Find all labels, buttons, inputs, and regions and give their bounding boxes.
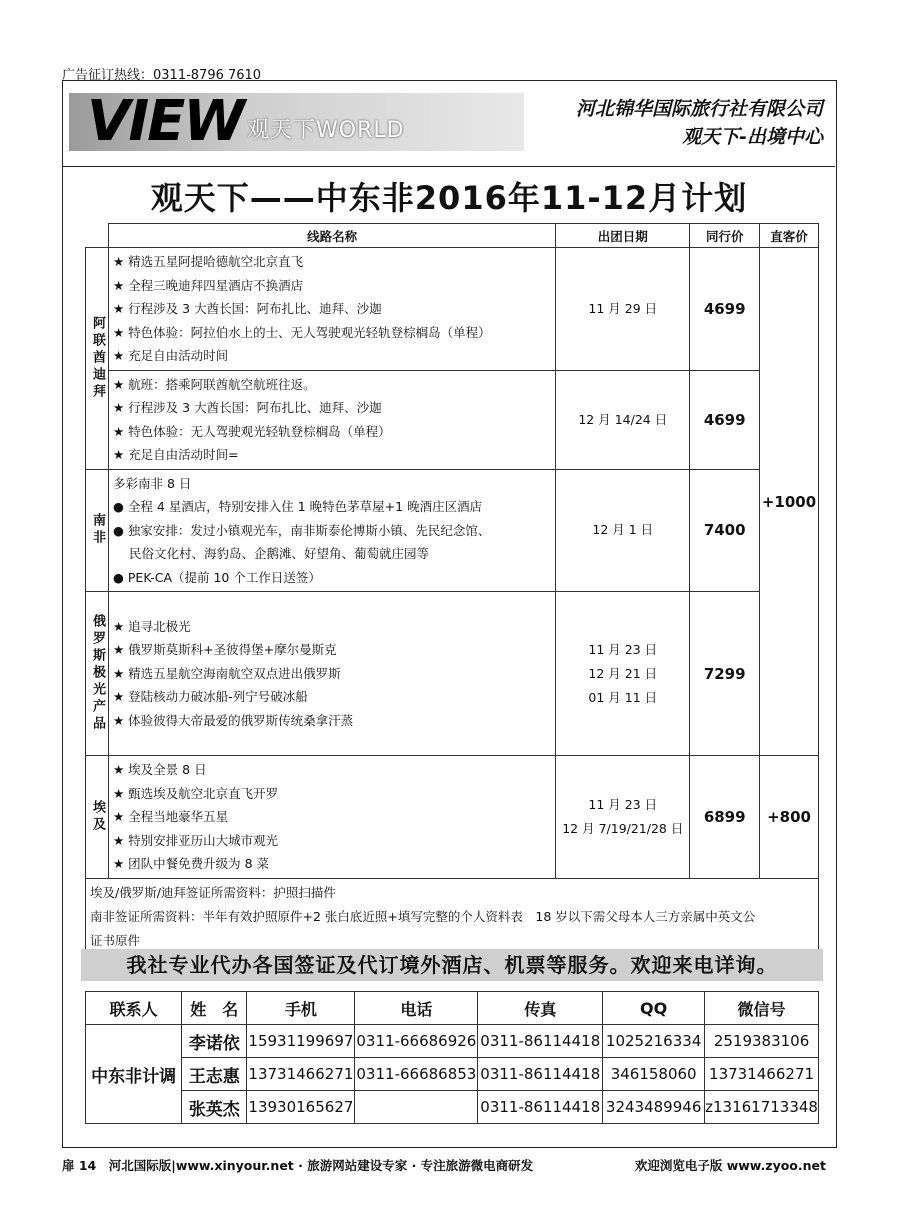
note-line: 证书原件 [90, 932, 141, 948]
route-line: ★ 全程当地豪华五星 [113, 809, 229, 824]
route-line: ★ 追寻北极光 [113, 618, 191, 634]
company-dept: 观天下-出境中心 [682, 126, 823, 148]
route-line: ★ 行程涉及 3 大酋长国：阿布扎比、迪拜、沙迦 [113, 400, 382, 415]
logo-text: VIEW [87, 93, 244, 151]
price-cell: 4699 [690, 370, 760, 469]
contact-phone: 0311-66686853 [355, 1058, 478, 1091]
table-row [86, 1058, 819, 1091]
route-cell [109, 370, 556, 469]
date-line: 12 月 14/24 日 [578, 411, 668, 427]
contact-fax: 0311-86114418 [478, 1025, 603, 1058]
contact-qq: 3243489946 [603, 1091, 705, 1124]
contact-header: 联系人 [86, 992, 182, 1025]
contact-header: 传真 [478, 992, 603, 1025]
header-direct: 直客价 [760, 224, 819, 248]
contact-phone [355, 1091, 478, 1124]
footer-right: 欢迎浏览电子版 www.zyoo.net [634, 1158, 826, 1173]
plan-table [85, 223, 819, 956]
contact-dept: 中东非计调 [86, 1025, 182, 1124]
route-line: ★ 登陆核动力破冰船-列宁号破冰船 [113, 689, 308, 705]
table-row [86, 756, 819, 879]
route-line: ● 独家安排：发过小镇观光车，南非斯泰伦博斯小镇、先民纪念馆、 [113, 522, 491, 538]
date-line: 11 月 29 日 [588, 300, 658, 316]
page-frame [62, 80, 837, 1148]
price-cell: 6899 [690, 756, 760, 879]
contact-header: QQ [603, 992, 705, 1025]
contact-header: 姓 名 [182, 992, 247, 1025]
logo-subtitle: 观天下WORLD [247, 118, 405, 143]
contact-wechat: 13731466271 [705, 1058, 819, 1091]
contact-table [85, 991, 819, 1124]
date-line: 11 月 23 日 [588, 796, 658, 812]
notes-row [86, 878, 819, 955]
route-cell [109, 592, 556, 756]
date-cell [556, 756, 690, 879]
table-row [86, 469, 819, 592]
route-cell [109, 756, 556, 879]
route-line: ★ 体验彼得大帝最爱的俄罗斯传统桑拿汗蒸 [113, 712, 354, 728]
route-line: ★ 充足自由活动时间= [113, 447, 239, 462]
contact-name: 张英杰 [182, 1091, 247, 1124]
contact-qq: 346158060 [603, 1058, 705, 1091]
direct-price-cell: +1000 [760, 248, 819, 756]
route-line: ● 全程 4 星酒店，特别安排入住 1 晚特色茅草屋+1 晚酒庄区酒店 [113, 499, 483, 514]
header-price: 同行价 [690, 224, 760, 248]
contact-header: 微信号 [705, 992, 819, 1025]
date-cell [556, 248, 690, 371]
route-line: ★ 精选五星航空海南航空双点进出俄罗斯 [113, 665, 341, 681]
company-info [576, 95, 823, 151]
table-row [86, 592, 819, 756]
table-row [86, 1091, 819, 1124]
note-line: 南非签证所需资料：半年有效护照原件+2 张白底近照+填写完整的个人资料表 18 岁以下需父母本人三方亲属中英文公 [90, 908, 756, 924]
direct-price-cell: +800 [760, 756, 819, 879]
route-line: 民俗文化村、海豹岛、企鹅滩、好望角、葡萄就庄园等 [129, 546, 430, 561]
service-banner: 我社专业代办各国签证及代订境外酒店、机票等服务。欢迎来电详询。 [81, 949, 823, 981]
table-row [86, 370, 819, 469]
date-cell [556, 370, 690, 469]
region-egypt: 埃及 [86, 756, 109, 879]
contact-mobile: 13930165627 [247, 1091, 355, 1124]
route-line: ★ 全程三晚迪拜四星酒店不换酒店 [113, 277, 304, 293]
contact-mobile: 15931199697 [247, 1025, 355, 1058]
route-cell [109, 248, 556, 371]
header-date: 出团日期 [556, 224, 690, 248]
date-line: 12 月 21 日 [588, 665, 658, 681]
page-title: 观天下——中东非2016年11-12月计划 [150, 179, 748, 217]
route-line: ★ 团队中餐免费升级为 8 菜 [113, 856, 270, 871]
table-row [86, 248, 819, 371]
header [63, 81, 835, 167]
header-route: 线路名称 [109, 224, 556, 248]
date-line: 12 月 7/19/21/28 日 [562, 820, 684, 836]
route-line: ★ 埃及全景 8 日 [113, 762, 207, 777]
price-cell: 7400 [690, 469, 760, 592]
region-uae: 阿联酋迪拜 [86, 248, 109, 470]
region-russia: 俄罗斯极光产品 [86, 592, 109, 756]
date-line: 01 月 11 日 [588, 689, 658, 705]
route-line: ★ 充足自由活动时间 [113, 348, 229, 363]
contact-wechat: 2519383106 [705, 1025, 819, 1058]
date-line: 11 月 23 日 [588, 641, 658, 657]
route-line: ★ 甄选埃及航空北京直飞开罗 [113, 785, 279, 801]
price-cell: 4699 [690, 248, 760, 371]
contact-header-row [86, 992, 819, 1025]
route-line: 多彩南非 8 日 [113, 475, 192, 491]
route-line: ★ 航班：搭乘阿联酋航空航班往返。 [113, 376, 316, 392]
contact-fax: 0311-86114418 [478, 1091, 603, 1124]
date-line: 12 月 1 日 [592, 522, 654, 538]
footer-left: 扉 14 河北国际版|www.xinyour.net · 旅游网站建设专家 · 专注旅游微电商研发 [62, 1158, 534, 1173]
region-south-africa: 南非 [86, 469, 109, 592]
route-line: ★ 特色体验：无人驾驶观光轻轨登棕榈岛（单程） [113, 423, 391, 439]
note-line: 埃及/俄罗斯/迪拜签证所需资料：护照扫描件 [90, 884, 336, 900]
contact-phone: 0311-66686926 [355, 1025, 478, 1058]
price-cell: 7299 [690, 592, 760, 756]
contact-header: 电话 [355, 992, 478, 1025]
contact-wechat: z13161713348 [705, 1091, 819, 1124]
contact-mobile: 13731466271 [247, 1058, 355, 1091]
route-line: ★ 俄罗斯莫斯科+圣彼得堡+摩尔曼斯克 [113, 642, 337, 658]
contact-name: 李诺依 [182, 1025, 247, 1058]
plan-header-row [86, 224, 819, 248]
date-cell [556, 469, 690, 592]
visa-notes [86, 878, 819, 955]
company-name: 河北锦华国际旅行社有限公司 [575, 98, 823, 120]
route-cell [109, 469, 556, 592]
logo [69, 93, 524, 151]
contact-qq: 1025216334 [603, 1025, 705, 1058]
contact-name: 王志惠 [182, 1058, 247, 1091]
date-cell [556, 592, 690, 756]
route-line: ★ 精选五星阿提哈德航空北京直飞 [113, 254, 304, 269]
route-line: ● PEK-CA（提前 10 个工作日送签） [113, 569, 321, 585]
plan-header-blank [86, 224, 109, 248]
route-line: ★ 特别安排亚历山大城市观光 [113, 832, 279, 848]
ad-hotline: 广告征订热线：0311-8796 7610 [62, 68, 262, 83]
route-line: ★ 特色体验：阿拉伯水上的士、无人驾驶观光轻轨登棕榈岛（单程） [113, 324, 491, 340]
route-line: ★ 行程涉及 3 大酋长国：阿布扎比、迪拜、沙迦 [113, 301, 382, 316]
table-row [86, 1025, 819, 1058]
contact-fax: 0311-86114418 [478, 1058, 603, 1091]
contact-header: 手机 [247, 992, 355, 1025]
